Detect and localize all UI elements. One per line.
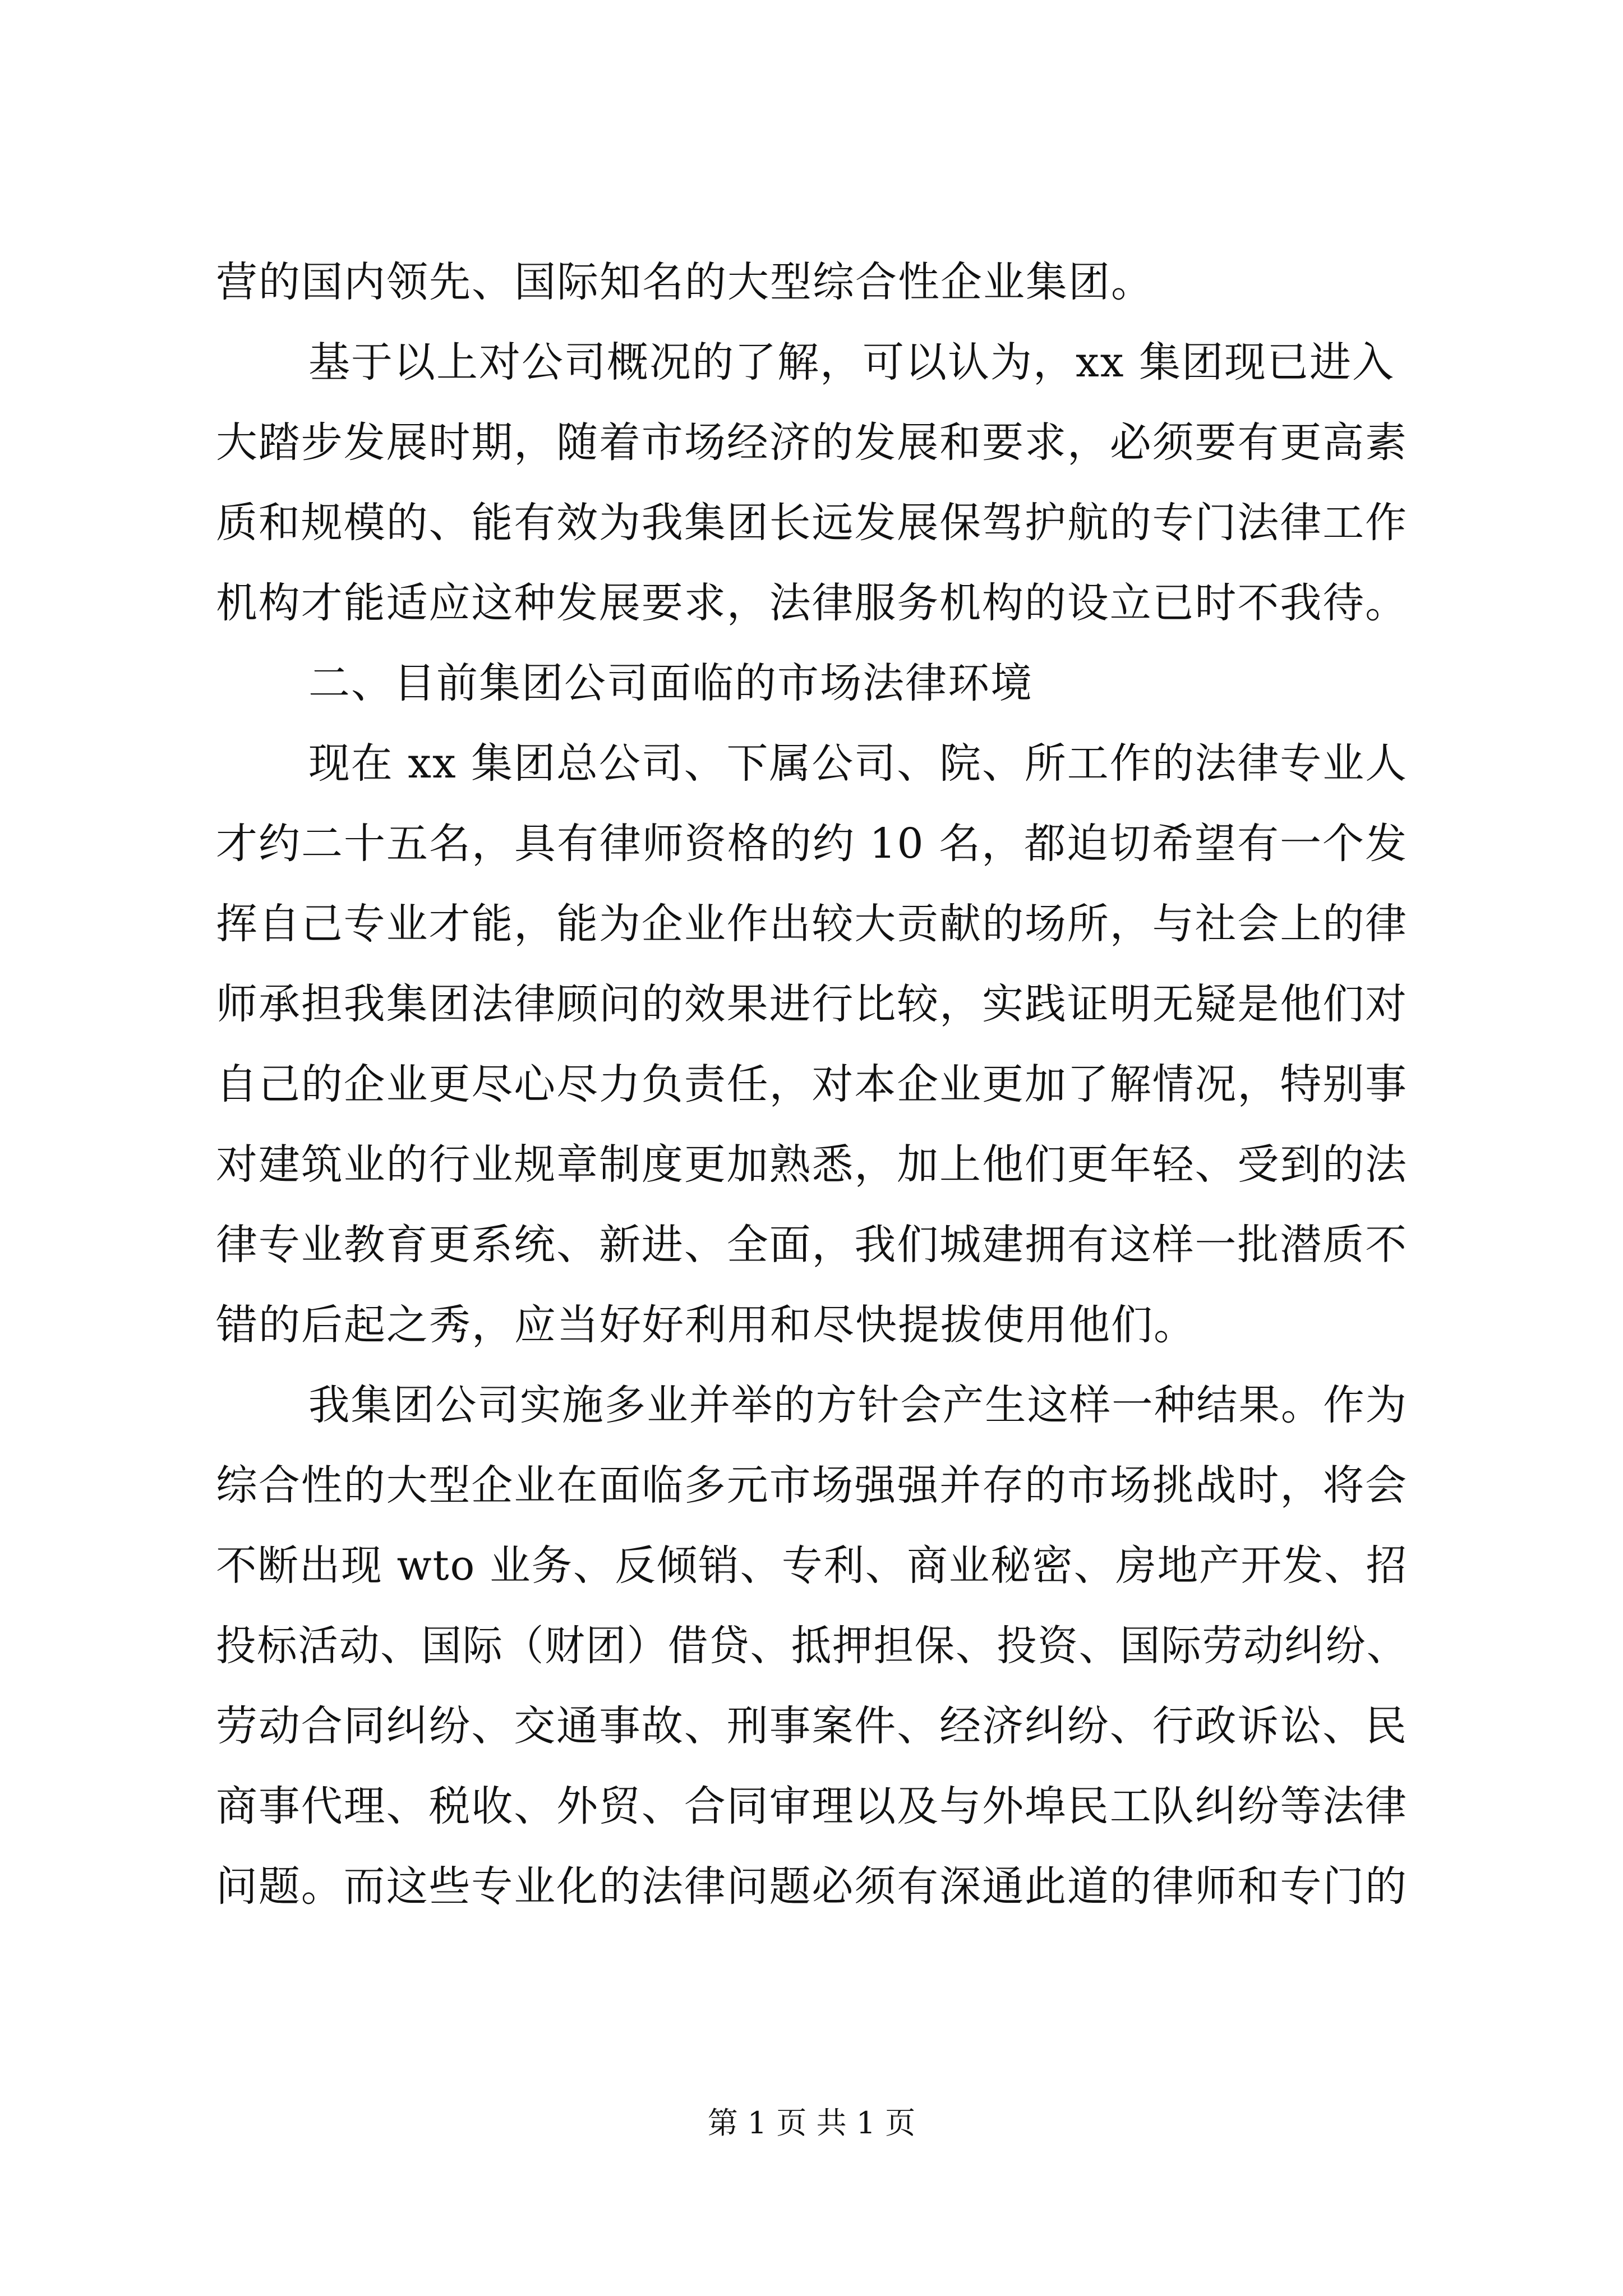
page-footer: 第 1 页 共 1 页 xyxy=(707,2105,916,2141)
text-line-9: 挥自己专业才能，能为企业作出较大贡献的场所，与社会上的律 xyxy=(216,900,1408,948)
text-line-14: 错的后起之秀，应当好好利用和尽快提拔使用他们。 xyxy=(216,1301,1196,1349)
text-line-16: 综合性的大型企业在面临多元市场强强并存的市场挑战时，将会 xyxy=(216,1461,1408,1510)
section-heading: 二、目前集团公司面临的市场法律环境 xyxy=(308,659,1033,707)
text-line-15: 我集团公司实施多业并举的方针会产生这样一种结果。作为 xyxy=(308,1381,1408,1429)
text-line-7: 现在 xx 集团总公司、下属公司、院、所工作的法律专业人 xyxy=(308,739,1408,788)
text-line-10: 师承担我集团法律顾问的效果进行比较，实践证明无疑是他们对 xyxy=(216,980,1408,1028)
text-line-20: 商事代理、税收、外贸、合同审理以及与外埠民工队纠纷等法律 xyxy=(216,1782,1408,1830)
text-line-2: 基于以上对公司概况的了解，可以认为，xx 集团现已进入 xyxy=(308,338,1395,386)
text-line-12: 对建筑业的行业规章制度更加熟悉，加上他们更年轻、受到的法 xyxy=(216,1140,1408,1189)
text-line-19: 劳动合同纠纷、交通事故、刑事案件、经济纠纷、行政诉讼、民 xyxy=(216,1702,1408,1750)
text-line-13: 律专业教育更系统、新进、全面，我们城建拥有这样一批潜质不 xyxy=(216,1221,1408,1269)
text-line-21: 问题。而这些专业化的法律问题必须有深通此道的律师和专门的 xyxy=(216,1862,1408,1911)
text-line-3: 大踏步发展时期，随着市场经济的发展和要求，必须要有更高素 xyxy=(216,418,1408,467)
text-line-1: 营的国内领先、国际知名的大型综合性企业集团。 xyxy=(216,258,1154,306)
text-line-11: 自己的企业更尽心尽力负责任，对本企业更加了解情况，特别事 xyxy=(216,1060,1408,1108)
text-line-5: 机构才能适应这种发展要求，法律服务机构的设立已时不我待。 xyxy=(216,579,1408,627)
text-line-18: 投标活动、国际（财团）借贷、抵押担保、投资、国际劳动纠纷、 xyxy=(216,1622,1408,1670)
text-line-17: 不断出现 wto 业务、反倾销、专利、商业秘密、房地产开发、招 xyxy=(216,1542,1408,1590)
text-line-8: 才约二十五名，具有律师资格的约 10 名，都迫切希望有一个发 xyxy=(216,820,1408,868)
text-line-4: 质和规模的、能有效为我集团长远发展保驾护航的专门法律工作 xyxy=(216,499,1408,547)
